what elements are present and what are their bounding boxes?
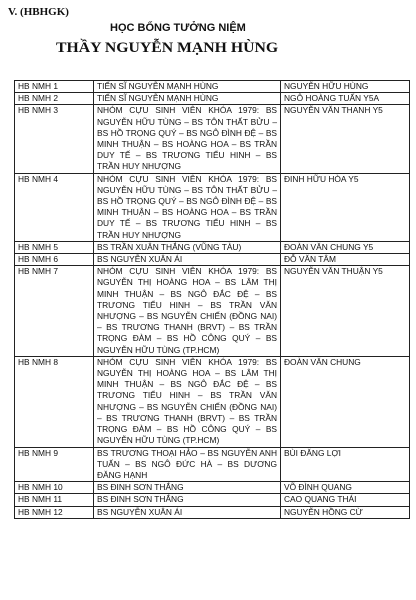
donor-cell: TIẾN SĨ NGUYỄN MẠNH HÙNG bbox=[94, 93, 281, 105]
scholarship-code-cell: HB NMH 8 bbox=[15, 356, 94, 447]
donor-cell: BS TRẦN XUÂN THẮNG (VŨNG TÀU) bbox=[94, 241, 281, 253]
recipient-cell: ĐOÀN VĂN CHUNG bbox=[281, 356, 410, 447]
scholarship-code-cell: HB NMH 3 bbox=[15, 105, 94, 173]
table-row bbox=[15, 254, 410, 266]
scholarship-code-cell: HB NMH 1 bbox=[15, 81, 94, 93]
recipient-cell: NGUYỄN VĂN THUẬN Y5 bbox=[281, 266, 410, 357]
recipient-cell: ĐINH HỮU HÒA Y5 bbox=[281, 173, 410, 241]
scholarship-table bbox=[14, 80, 410, 519]
scholarship-code-cell: HB NMH 12 bbox=[15, 506, 94, 518]
table-row bbox=[15, 173, 410, 241]
recipient-cell: NGUYỄN VĂN THANH Y5 bbox=[281, 105, 410, 173]
donor-cell: NHÓM CỰU SINH VIÊN KHÓA 1979: BS NGUYỄN THỊ HOÀNG HOA – BS LÂM THỊ MINH THUẬN – BS NGÔ ĐẮC ĐỆ – BS TRƯƠNG TIỂU HINH – BS TRẦN VĂN NHƯỢNG – BS NGUYỄN CHIẾN (ĐỒNG NAI) – BS TRƯƠNG THANH (BRVT) – BS TRẦN TRỌNG ĐÀM – BS HỒ CÔNG QUÝ – BS NGUYỄN HỮU TÙNG (TP.HCM) bbox=[94, 266, 281, 357]
donor-cell: BS NGUYỄN XUÂN ÁI bbox=[94, 254, 281, 266]
scholarship-code-cell: HB NMH 7 bbox=[15, 266, 94, 357]
donor-cell: BS ĐINH SƠN THẮNG bbox=[94, 482, 281, 494]
table-row bbox=[15, 105, 410, 173]
recipient-cell: NGUYỄN HỒNG CỪ bbox=[281, 506, 410, 518]
donor-cell: NHÓM CỰU SINH VIÊN KHÓA 1979: BS NGUYỄN HỮU TÙNG – BS TÔN THẤT BỬU – BS HỒ TRỌNG QUÝ – BS NGÔ ĐÌNH ĐỆ – BS MINH THUẬN – BS HOÀNG HOA – BS TRẦN DUY TẾ – BS TRƯƠNG TIỂU HINH – BS TRẦN HUY NHƯỢNG bbox=[94, 173, 281, 241]
donor-cell: BS ĐINH SƠN THẮNG bbox=[94, 494, 281, 506]
donor-cell: BS TRƯƠNG THOẠI HẢO – BS NGUYỄN ANH TUẤN – BS NGÔ ĐỨC HÀ – BS DƯƠNG ĐĂNG HẠNH bbox=[94, 447, 281, 482]
section-label: V. (HBHGK) bbox=[8, 6, 69, 18]
table-row bbox=[15, 81, 410, 93]
table-row bbox=[15, 356, 410, 447]
table-row bbox=[15, 266, 410, 357]
recipient-cell: ĐỖ VĂN TÂM bbox=[281, 254, 410, 266]
recipient-cell: NGÔ HOÀNG TUẤN Y5A bbox=[281, 93, 410, 105]
table-row bbox=[15, 447, 410, 482]
page-title: HỌC BỔNG TƯỞNG NIỆM bbox=[110, 22, 246, 34]
page-subtitle: THẦY NGUYỄN MẠNH HÙNG bbox=[56, 40, 279, 56]
donor-cell: BS NGUYỄN XUÂN ÁI bbox=[94, 506, 281, 518]
table-row bbox=[15, 482, 410, 494]
donor-cell: NHÓM CỰU SINH VIÊN KHÓA 1979: BS NGUYỄN THỊ HOÀNG HOA – BS LÂM THỊ MINH THUẬN – BS NGÔ ĐẮC ĐỆ – BS TRƯƠNG TIỂU HINH – BS TRẦN VĂN NHƯỢNG – BS NGUYỄN CHIẾN (ĐỒNG NAI) – BS TRƯƠNG THANH (BRVT) – BS TRẦN TRỌNG ĐÀM – BS HỒ CÔNG QUÝ – BS NGUYỄN HỮU TÙNG (TP.HCM) bbox=[94, 356, 281, 447]
recipient-cell: VÕ ĐÌNH QUANG bbox=[281, 482, 410, 494]
scholarship-code-cell: HB NMH 9 bbox=[15, 447, 94, 482]
scholarship-code-cell: HB NMH 10 bbox=[15, 482, 94, 494]
table-row bbox=[15, 93, 410, 105]
table-row bbox=[15, 241, 410, 253]
scholarship-code-cell: HB NMH 5 bbox=[15, 241, 94, 253]
scholarship-code-cell: HB NMH 6 bbox=[15, 254, 94, 266]
donor-cell: TIẾN SĨ NGUYỄN MẠNH HÙNG bbox=[94, 81, 281, 93]
table-row bbox=[15, 506, 410, 518]
recipient-cell: BÙI ĐĂNG LỢI bbox=[281, 447, 410, 482]
table-row bbox=[15, 494, 410, 506]
recipient-cell: CAO QUANG THÁI bbox=[281, 494, 410, 506]
scholarship-code-cell: HB NMH 11 bbox=[15, 494, 94, 506]
donor-cell: NHÓM CỰU SINH VIÊN KHÓA 1979: BS NGUYỄN HỮU TÙNG – BS TÔN THẤT BỬU – BS HỒ TRỌNG QUÝ – BS NGÔ ĐÌNH ĐỆ – BS MINH THUẬN – BS HOÀNG HOA – BS TRẦN DUY TẾ – BS TRƯƠNG TIỂU HINH – BS TRẦN HUY NHƯỢNG bbox=[94, 105, 281, 173]
scholarship-code-cell: HB NMH 4 bbox=[15, 173, 94, 241]
recipient-cell: NGUYỄN HỮU HÙNG bbox=[281, 81, 410, 93]
recipient-cell: ĐOÀN VĂN CHUNG Y5 bbox=[281, 241, 410, 253]
scholarship-code-cell: HB NMH 2 bbox=[15, 93, 94, 105]
